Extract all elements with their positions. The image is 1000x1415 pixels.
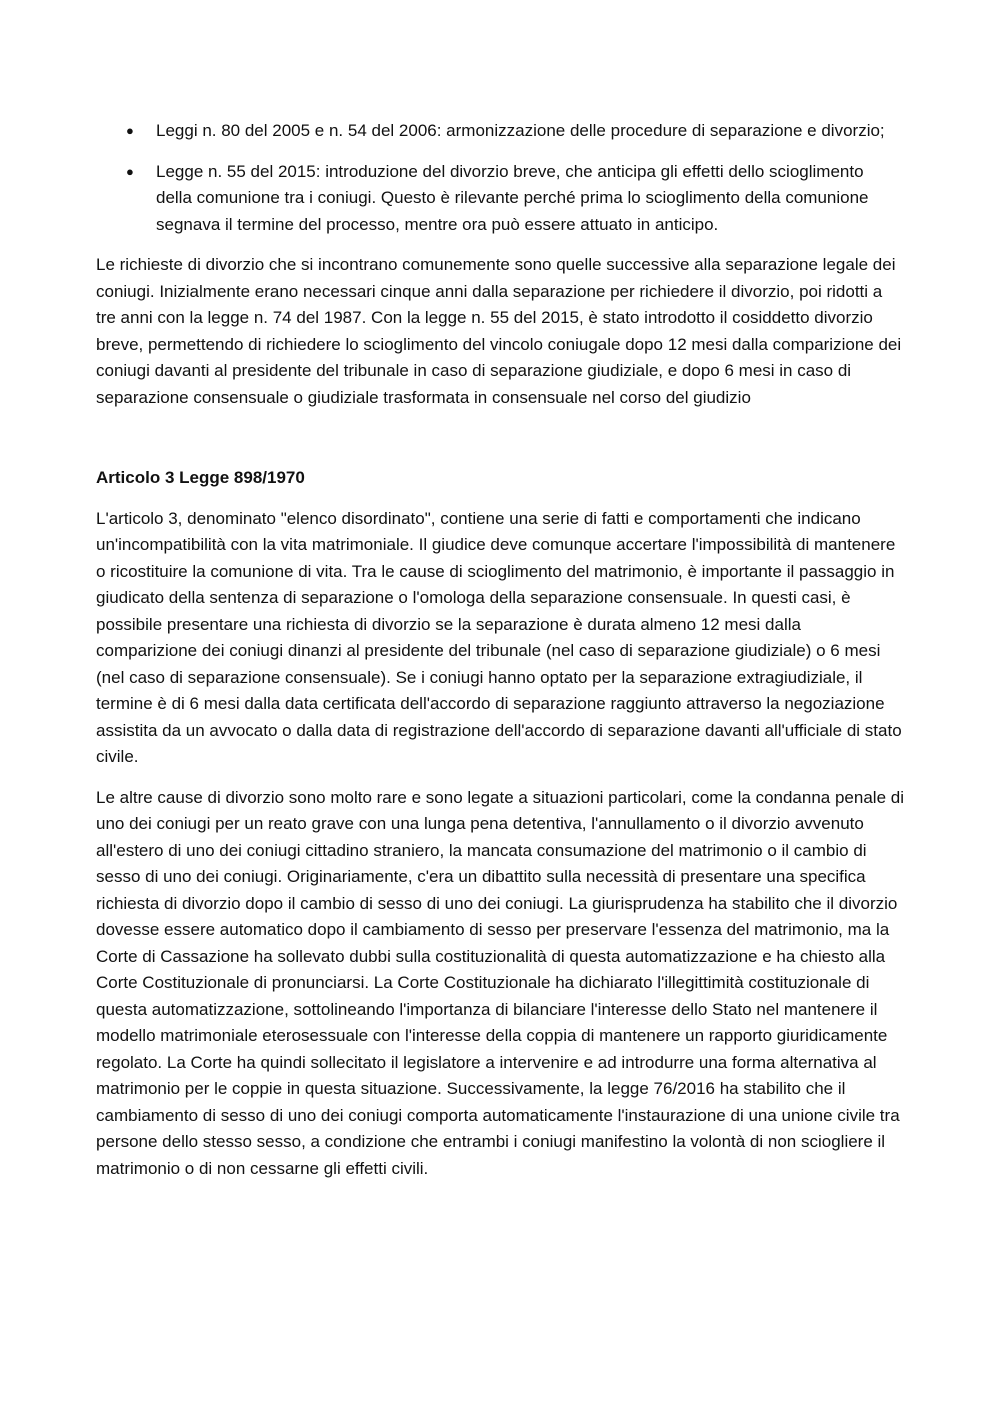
bullet-text: Legge n. 55 del 2015: introduzione del divorzio breve, che anticipa gli effetti dello scioglimento della comunione tra i coniugi. Questo è rilevante perché prima lo scioglimento della comunione segnava il termine del processo, mentre ora può essere attuato in anticipo. [156,161,869,234]
intro-paragraph: Le richieste di divorzio che si incontrano comunemente sono quelle successive alla separazione legale dei coniugi. Inizialmente erano necessari cinque anni dalla separazione per richiedere il divorzio, poi ridotti a tre anni con la legge n. 74 del 1987. Con la legge n. 55 del 2015, è stato introdotto il cosiddetto divorzio breve, permettendo di richiedere lo scioglimento del vincolo coniugale dopo 12 mesi dalla comparizione dei coniugi davanti al presidente del tribunale in caso di separazione giudiziale, e dopo 6 mesi in caso di separazione consensuale o giudiziale trasformata in consensuale nel corso del giudizio [96,255,902,407]
bullet-text: Leggi n. 80 del 2005 e n. 54 del 2006: armonizzazione delle procedure di separazione e divorzio; [156,121,885,140]
article-paragraph-1: L'articolo 3, denominato "elenco disordinato", contiene una serie di fatti e comportamenti che indicano un'incompatibilità con la vita matrimoniale. Il giudice deve comunque accertare l'impossibilità di mantenere o ricostituire la comunione di vita. Tra le cause di scioglimento del matrimonio, è importante il passaggio in giudicato della sentenza di separazione o l'omologa della separazione consensuale. In questi casi, è possibile presentare una richiesta di divorzio se la separazione è durata almeno 12 mesi dalla comparizione dei coniugi dinanzi al presidente del tribunale (nel caso di separazione giudiziale) o 6 mesi (nel caso di separazione consensuale). Se i coniugi hanno optato per la separazione extragiudiziale, il termine è di 6 mesi dalla data certificata dell'accordo di separazione raggiunto attraverso la negoziazione assistita da un avvocato o dalla data di registrazione dell'accordo di separazione davanti all'ufficiale di stato civile. [96,508,902,766]
bullet-icon: ● [126,163,134,179]
bullet-list [96,118,904,238]
section-heading: Articolo 3 Legge 898/1970 [96,468,305,487]
bullet-item [96,159,904,239]
bullet-item [96,118,904,145]
article-paragraph-2: Le altre cause di divorzio sono molto rare e sono legate a situazioni particolari, come la condanna penale di uno dei coniugi per un reato grave con una lunga pena detentiva, l'annullamento o il divorzio avvenuto all'estero di uno dei coniugi cittadino straniero, la mancata consumazione del matrimonio o il cambio di sesso di uno dei coniugi. Originariamente, c'era un dibattito sulla necessità di presentare una specifica richiesta di divorzio dopo il cambio di sesso di uno dei coniugi. La giurisprudenza ha stabilito che il divorzio dovesse essere automatico dopo il cambiamento di sesso per preservare l'essenza del matrimonio, ma la Corte di Cassazione ha sollevato dubbi sulla costituzionalità di questa automatizzazione e ha chiesto alla Corte Costituzionale di pronunciarsi. La Corte Costituzionale ha dichiarato l'illegittimità costituzionale di questa automatizzazione, sottolineando l'importanza di bilanciare l'interesse dello Stato nel mantenere il modello matrimoniale eterosessuale con l'interesse della coppia di mantenere un rapporto giuridicamente regolato. La Corte ha quindi sollecitato il legislatore a intervenire e ad introdurre una forma alternativa al matrimonio per le coppie in questa situazione. Successivamente, la legge 76/2016 ha stabilito che il cambiamento di sesso di uno dei coniugi comporta automaticamente l'instaurazione di una unione civile tra persone dello stesso sesso, a condizione che entrambi i coniugi manifestino la volontà di non sciogliere il matrimonio o di non cessarne gli effetti civili. [96,787,904,1178]
section-spacer [96,425,904,465]
bullet-icon: ● [126,123,134,138]
